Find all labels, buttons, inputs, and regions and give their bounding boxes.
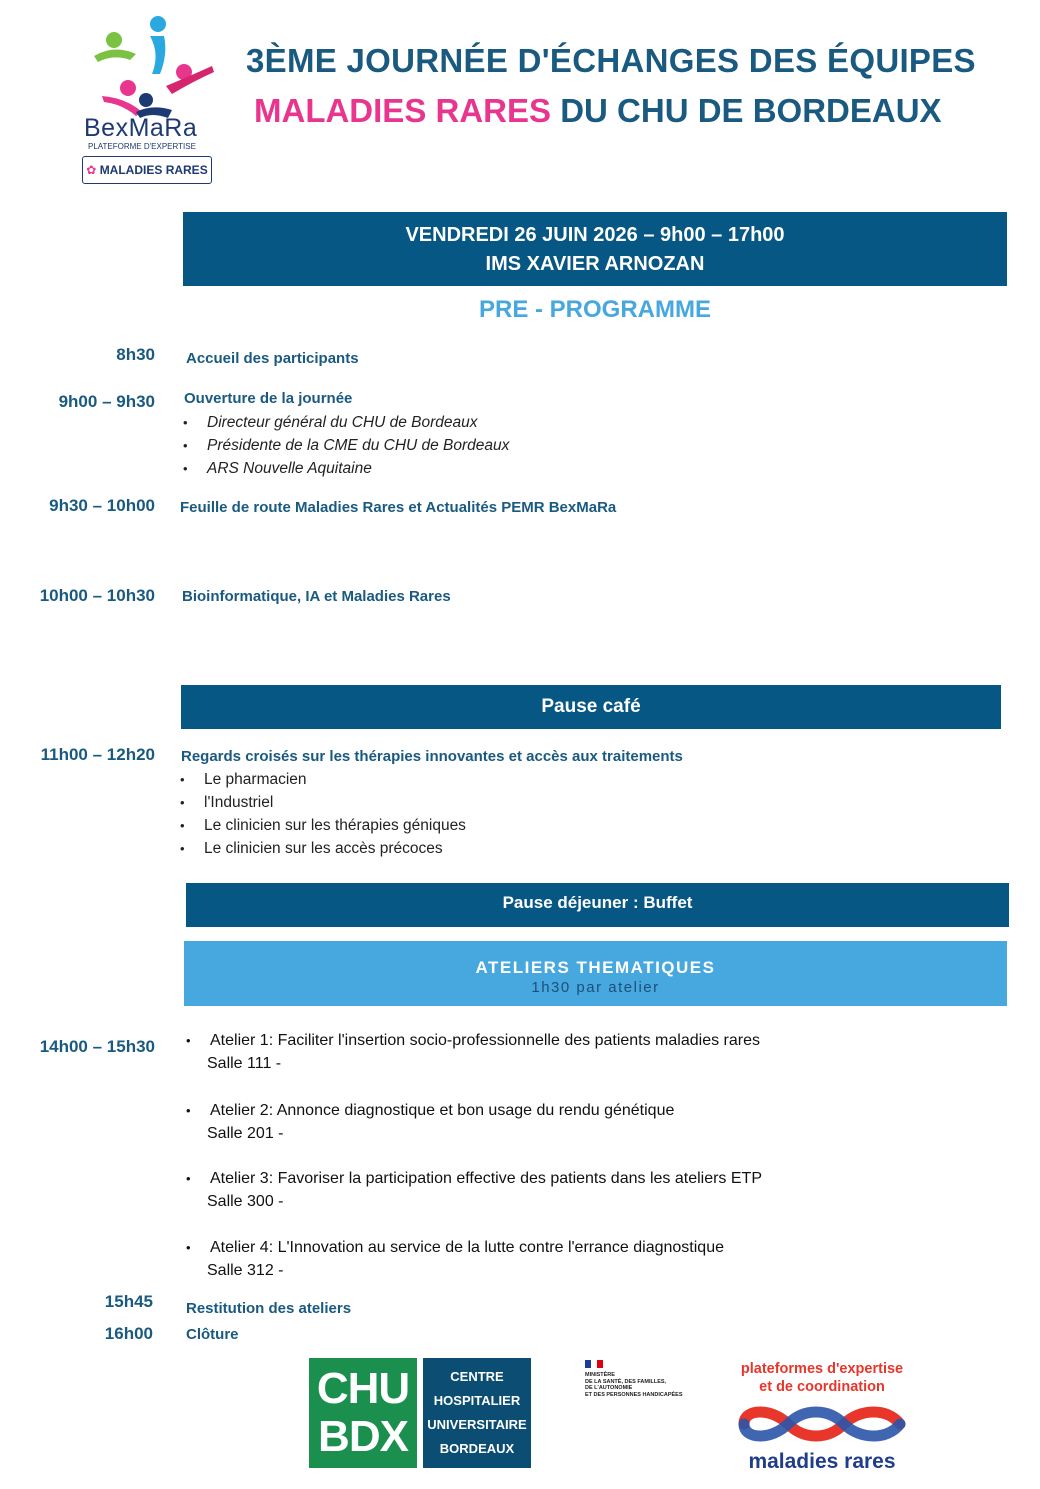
event-banner xyxy=(183,212,1007,286)
atelier-room: Salle 201 - xyxy=(207,1125,284,1142)
ministry-line: MINISTÈRE xyxy=(585,1372,615,1378)
time-8h30: 8h30 xyxy=(116,345,155,364)
activity-accueil: Accueil des participants xyxy=(186,350,359,367)
atelier-4: • Atelier 4: L'Innovation au service de la lutte contre l'errance diagnostique Salle 312 - xyxy=(186,1236,724,1282)
time-16h00: 16h00 xyxy=(104,1324,153,1343)
maladies-rares-badge xyxy=(82,156,212,184)
atelier-1: • Atelier 1: Faciliter l'insertion socio-professionnelle des patients maladies rares Salle 111 - xyxy=(186,1029,760,1075)
chu-name-line: BORDEAUX xyxy=(439,1441,515,1456)
atelier-2: • Atelier 2: Annonce diagnostique et bon usage du rendu génétique Salle 201 - xyxy=(186,1099,674,1145)
regards-list xyxy=(180,768,466,860)
programme-title: PRE - PROGRAMME xyxy=(478,296,711,323)
ministry-logo xyxy=(585,1360,715,1420)
atelier-room: Salle 111 - xyxy=(207,1055,282,1072)
title-highlight: MALADIES RARES xyxy=(254,92,552,129)
atelier-text: Annonce diagnostique et bon usage du rendu génétique xyxy=(276,1102,675,1119)
time-14h00: 14h00 – 15h30 xyxy=(39,1037,155,1056)
activity-feuille-de-route: Feuille de route Maladies Rares et Actualités PEMR BexMaRa xyxy=(180,499,617,516)
atelier-text: Faciliter l'insertion socio-professionnelle des patients maladies rares xyxy=(277,1032,760,1049)
time-9h00: 9h00 – 9h30 xyxy=(58,392,155,411)
title-rest: DU CHU DE BORDEAUX xyxy=(551,92,942,129)
activity-ouverture: Ouverture de la journée xyxy=(184,390,353,407)
pfmr-line2: et de coordination xyxy=(759,1379,885,1395)
pfmr-line1: plateformes d'expertise xyxy=(740,1361,904,1377)
badge-label: MALADIES RARES xyxy=(99,163,208,177)
workshops-banner xyxy=(184,941,1007,1006)
list-item: • ARS Nouvelle Aquitaine xyxy=(183,457,509,480)
pfmr-line3: maladies rares xyxy=(748,1450,896,1473)
marianne-flag-icon xyxy=(585,1360,603,1368)
list-item: • Directeur général du CHU de Bordeaux xyxy=(183,411,509,434)
time-11h00: 11h00 – 12h20 xyxy=(40,745,155,764)
workshops-title: ATELIERS THEMATIQUES xyxy=(475,958,716,977)
chu-name-line: HOSPITALIER xyxy=(433,1393,521,1408)
ministry-line: DE LA SANTÉ, DES FAMILLES, xyxy=(585,1378,667,1385)
pfmr-logo xyxy=(732,1360,912,1480)
lunch-break-banner: Pause déjeuner : Buffet xyxy=(186,883,1009,927)
activity-bioinformatique: Bioinformatique, IA et Maladies Rares xyxy=(182,588,451,605)
atelier-room: Salle 300 - xyxy=(207,1193,284,1210)
atelier-text: L'Innovation au service de la lutte contre l'errance diagnostique xyxy=(277,1239,724,1256)
ministry-line: ET DES PERSONNES HANDICAPÉES xyxy=(585,1391,683,1398)
chu-text: CHU xyxy=(316,1364,410,1413)
atelier-label: Atelier 1: xyxy=(210,1032,278,1049)
chu-bdx-logo xyxy=(309,1358,531,1468)
list-item: • l'Industriel xyxy=(180,791,466,814)
chu-name-line: CENTRE xyxy=(450,1369,504,1384)
workshops-subtitle: 1h30 par atelier xyxy=(531,979,660,996)
event-venue: IMS XAVIER ARNOZAN xyxy=(485,253,705,275)
bexmara-logo xyxy=(80,14,220,186)
list-item: • Présidente de la CME du CHU de Bordeaux xyxy=(183,434,509,457)
page-title-line2 xyxy=(254,92,942,130)
pfmr-loops-icon xyxy=(732,1400,912,1448)
atelier-label: Atelier 4: xyxy=(210,1239,278,1256)
time-15h45: 15h45 xyxy=(104,1292,153,1311)
atelier-label: Atelier 2: xyxy=(210,1102,277,1119)
ministry-line: DE L'AUTONOMIE xyxy=(585,1385,633,1391)
chu-name-block xyxy=(423,1358,531,1468)
atelier-text: Favoriser la participation effective des patients dans les ateliers ETP xyxy=(277,1170,762,1187)
atelier-label: Atelier 3: xyxy=(210,1170,278,1187)
activity-restitution: Restitution des ateliers xyxy=(186,1300,352,1317)
bexmara-figures-icon xyxy=(80,14,220,124)
time-10h00: 10h00 – 10h30 xyxy=(39,586,155,605)
badge-icon: ✿ xyxy=(86,163,100,177)
activity-cloture: Clôture xyxy=(186,1326,239,1343)
list-item: • Le clinicien sur les thérapies géniques xyxy=(180,814,466,837)
chu-name-line: UNIVERSITAIRE xyxy=(427,1417,527,1432)
time-9h30: 9h30 – 10h00 xyxy=(49,496,155,515)
atelier-3: • Atelier 3: Favoriser la participation effective des patients dans les ateliers ETP Salle 300 - xyxy=(186,1167,762,1213)
bdx-text: BDX xyxy=(318,1412,408,1461)
activity-regards-croises: Regards croisés sur les thérapies innovantes et accès aux traitements xyxy=(181,748,683,765)
coffee-break-banner: Pause café xyxy=(181,685,1001,729)
bexmara-name: BexMaRa xyxy=(84,114,198,142)
atelier-room: Salle 312 - xyxy=(207,1262,284,1279)
bexmara-subtitle: PLATEFORME D'EXPERTISE xyxy=(88,142,196,151)
page-title-line1: 3ÈME JOURNÉE D'ÉCHANGES DES ÉQUIPES xyxy=(246,42,976,79)
ouverture-list xyxy=(183,411,509,480)
event-date: VENDREDI 26 JUIN 2026 – 9h00 – 17h00 xyxy=(405,224,785,246)
chu-bdx-mark xyxy=(309,1358,417,1468)
list-item: • Le clinicien sur les accès précoces xyxy=(180,837,466,860)
list-item: • Le pharmacien xyxy=(180,768,466,791)
